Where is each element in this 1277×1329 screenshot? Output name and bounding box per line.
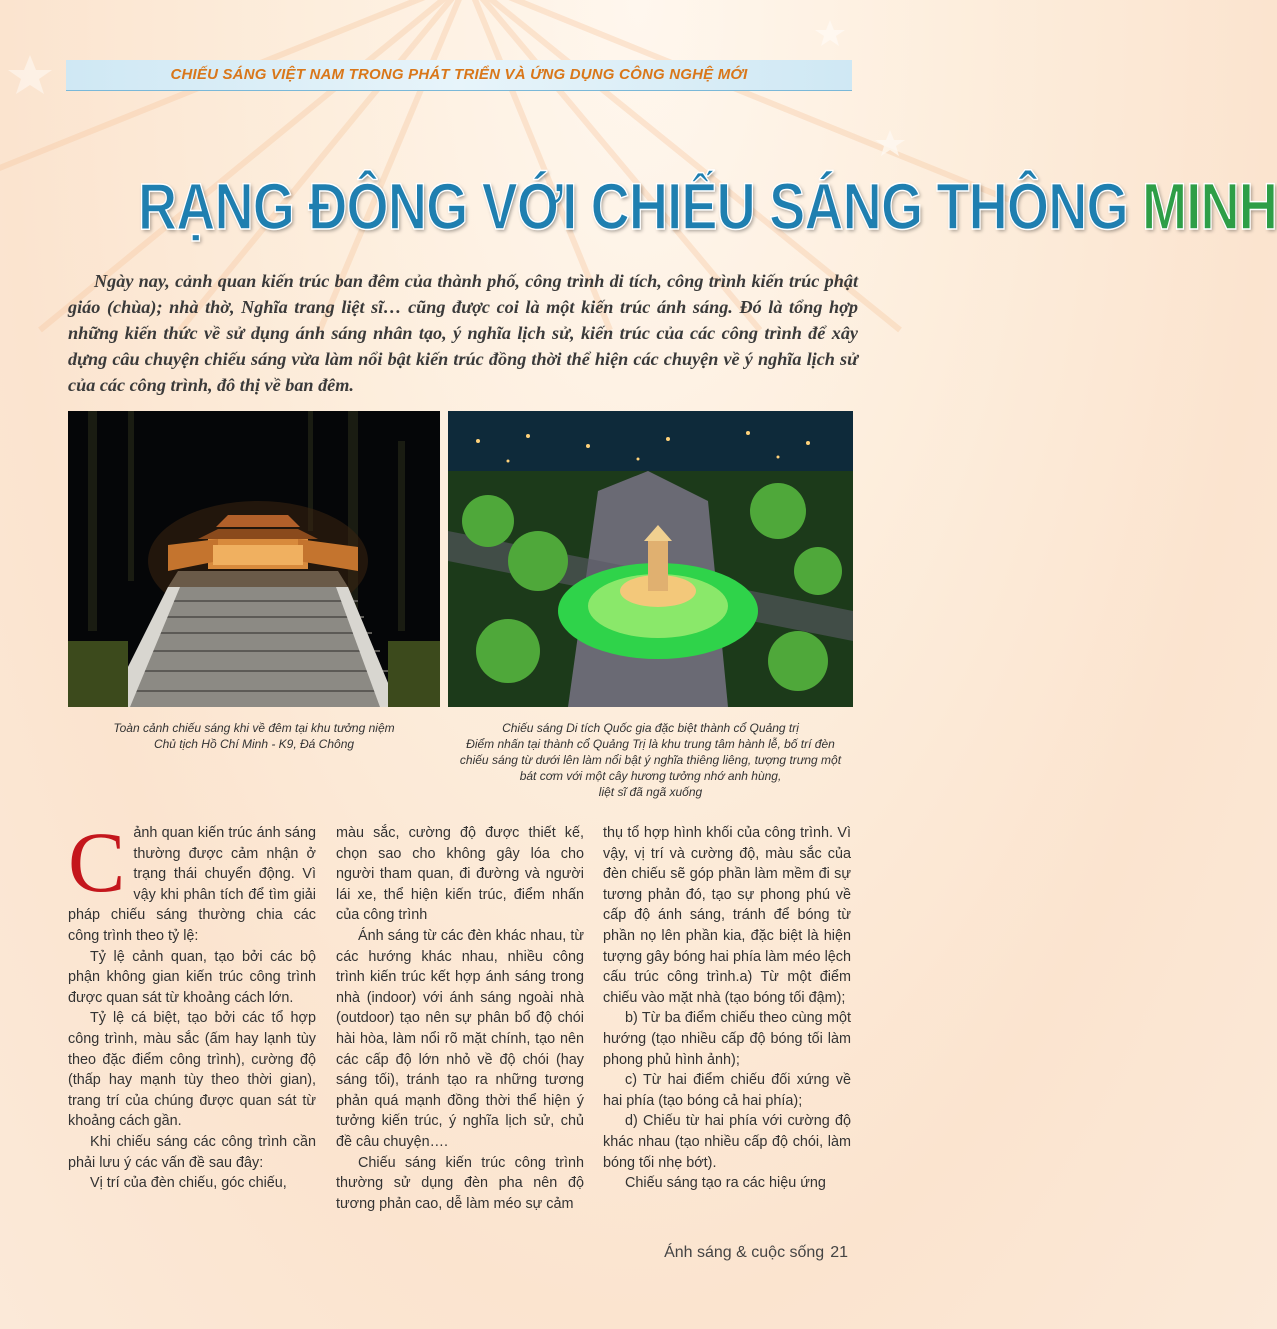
paragraph: Chiếu sáng kiến trúc công trình thường sử dụng đèn pha nên độ tương phản cao, dễ làm méo sự cảm — [336, 1154, 584, 1212]
caption-line: Toàn cảnh chiếu sáng khi về đêm tại khu tưởng niệm — [113, 721, 395, 735]
page-footer — [664, 1244, 848, 1262]
paragraph: b) Từ ba điểm chiếu theo cùng một hướng (tạo nhiều cấp độ bóng tối làm phong phủ hình ảnh); — [603, 1010, 851, 1068]
paragraph: Vị trí của đèn chiếu, góc chiếu, — [90, 1175, 287, 1192]
page-number: 21 — [830, 1244, 848, 1261]
article-lead: Ngày nay, cảnh quan kiến trúc ban đêm của thành phố, công trình di tích, công trình kiến trúc phật giáo (chùa); nhà thờ, Nghĩa trang liệt sĩ… cũng được coi là một kiến trúc ánh sáng. Đó là tổng hợp những kiến thức về sử dụng ánh sáng nhân tạo, ý nghĩa lịch sử, kiến trúc của các công trình để xây dựng câu chuyện chiếu sáng vừa làm nổi bật kiến trúc đồng thời thể hiện các chuyện về ý nghĩa lịch sử của các công trình, đô thị về ban đêm. — [68, 271, 858, 395]
body-column-3 — [603, 823, 851, 1194]
paragraph: màu sắc, cường độ được thiết kế, chọn sao cho không gây lóa cho người tham quan, đi đường và người lái xe, thể hiện kiến trúc, điểm nhấn của công trình — [336, 825, 584, 924]
paragraph: d) Chiếu từ hai phía với cường độ khác nhau (tạo nhiều cấp độ chói, làm bóng tối nhẹ bớt). — [603, 1113, 851, 1171]
caption-line: Chiếu sáng Di tích Quốc gia đặc biệt thành cổ Quảng trị — [502, 721, 799, 735]
caption-line: bát cơm với một cây hương tưởng nhớ anh hùng, — [519, 769, 782, 783]
article-title — [138, 160, 1277, 252]
caption-line: Chủ tịch Hồ Chí Minh - K9, Đá Chông — [153, 737, 355, 751]
paragraph: thụ tổ hợp hình khối của công trình. Vì vậy, vị trí và cường độ, màu sắc của đèn chiếu sẽ góp phần làm mềm đi sự tương phản đó, tạo sự phong phú về cấp độ ánh sáng, tránh để bóng từ phần nọ lên phần kia, đặc biệt là hiện tượng gây bóng hai phía làm méo lệch cấu trúc công trình.a) Từ một điểm chiếu vào mặt nhà (tạo bóng tối đậm); — [603, 825, 851, 1006]
right-photo-caption — [448, 720, 853, 800]
body-column-1 — [68, 814, 316, 1194]
caption-line: chiếu sáng từ dưới lên làm nổi bật ý nghĩa thiêng liêng, tượng trưng một — [459, 753, 842, 767]
section-banner — [66, 60, 852, 91]
caption-line: Điểm nhấn tại thành cổ Quảng Trị là khu trung tâm hành lễ, bố trí đèn — [466, 737, 835, 751]
article-title-part1: RẠNG ĐÔNG VỚI CHIẾU SÁNG THÔNG — [138, 169, 1142, 243]
photo-memorial-night — [68, 411, 440, 707]
paragraph: c) Từ hai điểm chiếu đối xứng về hai phía (tạo bóng cả hai phía); — [603, 1072, 851, 1109]
photo-quang-tri-citadel — [448, 411, 853, 707]
left-photo-caption — [68, 720, 440, 752]
caption-line: liệt sĩ đã ngã xuống — [598, 785, 703, 799]
paragraph: Tỷ lệ cá biệt, tạo bởi các tổ hợp công trình, màu sắc (ấm hay lạnh tùy theo đặc điểm công trình), cường độ (thấp hay mạnh tùy theo thời gian), trang trí của chúng được quan sát từ khoảng cách gần. — [68, 1010, 316, 1130]
paragraph: Tỷ lệ cảnh quan, tạo bởi các bộ phận không gian kiến trúc công trình được quan sát từ khoảng cách lớn. — [68, 948, 316, 1006]
body-column-2 — [336, 823, 584, 1214]
section-banner-text: CHIẾU SÁNG VIỆT NAM TRONG PHÁT TRIỂN VÀ ỨNG DỤNG CÔNG NGHỆ MỚI — [170, 66, 748, 83]
paragraph: ảnh quan kiến trúc ánh sáng thường được cảm nhận ở trạng thái chuyển động. Vì vậy khi phân tích để tìm giải pháp chiếu sáng thường chia các công trình theo tỷ lệ: — [68, 825, 316, 944]
paragraph: Khi chiếu sáng các công trình cần phải lưu ý các vấn đề sau đây: — [68, 1133, 316, 1171]
drop-cap: C — [68, 814, 126, 910]
paragraph: Ánh sáng từ các đèn khác nhau, từ các hướng khác nhau, nhiều công trình kiến trúc kết hợp ánh sáng trong nhà (indoor) với ánh sáng ngoài nhà (outdoor) tạo nên sự phân bổ độ chói hài hòa, làm nổi rõ mặt chính, tạo nên các cấp độ lớn nhỏ về độ chói (hay sáng tối), tránh tạo ra những tương phản quá mạnh đồng thời thể hiện ý tưởng kiến trúc, ý nghĩa lịch sử, chủ đề câu chuyện…. — [336, 927, 584, 1150]
paragraph: Chiếu sáng tạo ra các hiệu ứng — [625, 1175, 826, 1192]
magazine-name: Ánh sáng & cuộc sống — [664, 1244, 825, 1261]
article-title-part2: MINH — [1141, 169, 1277, 243]
